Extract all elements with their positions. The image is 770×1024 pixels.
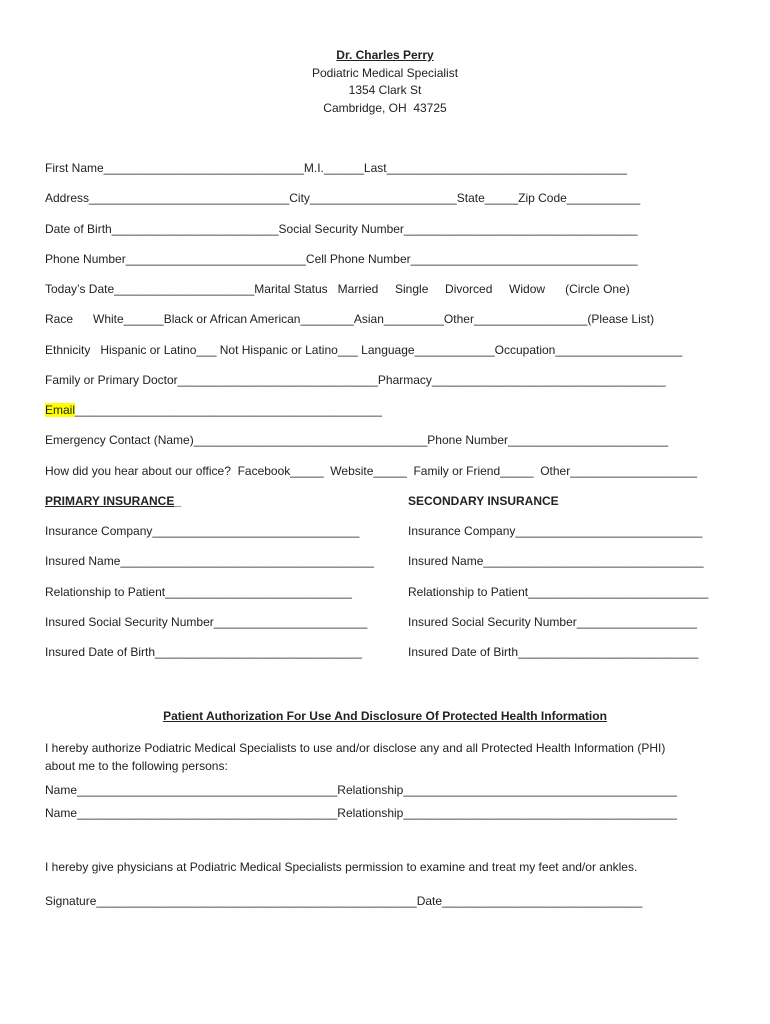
city-state-zip: Cambridge, OH 43725: [323, 101, 447, 115]
email-blank[interactable]: ______________________________________________: [75, 403, 383, 417]
street-address: 1354 Clark St: [348, 83, 422, 97]
secondary-insured-name-field[interactable]: Insured Name_________________________________: [408, 554, 704, 568]
referral-source-field-line[interactable]: How did you hear about our office? Facebook_____ Website_____ Family or Friend_____ Other___________________: [45, 464, 698, 478]
primary-insurance-heading: PRIMARY INSURANCE_: [45, 494, 182, 508]
primary-insured-ssn-field[interactable]: Insured Social Security Number_______________________: [45, 615, 368, 629]
name-field-line[interactable]: First Name______________________________M.I.______Last____________________________________: [45, 161, 627, 175]
treatment-consent-text: I hereby give physicians at Podiatric Medical Specialists permission to examine and treat my feet and/or ankles.: [45, 860, 638, 874]
secondary-insurance-company-field[interactable]: Insurance Company____________________________: [408, 524, 703, 538]
race-field-line[interactable]: Race White______Black or African American________Asian_________Other_________________(Please List): [45, 312, 655, 326]
phone-field-line[interactable]: Phone Number___________________________Cell Phone Number__________________________________: [45, 252, 638, 266]
doctor-name: Dr. Charles Perry: [336, 48, 434, 62]
authorization-paragraph-line-2: about me to the following persons:: [45, 759, 228, 773]
dob-ssn-field-line[interactable]: Date of Birth_________________________Social Security Number___________________________________: [45, 222, 638, 236]
doctor-pharmacy-field-line[interactable]: Family or Primary Doctor______________________________Pharmacy___________________________________: [45, 373, 666, 387]
practice-name: Podiatric Medical Specialist: [311, 66, 459, 80]
primary-insurance-company-field[interactable]: Insurance Company_______________________________: [45, 524, 360, 538]
ethnicity-field-line[interactable]: Ethnicity Hispanic or Latino___ Not Hispanic or Latino___ Language____________Occupation___________________: [45, 343, 683, 357]
secondary-relationship-field[interactable]: Relationship to Patient___________________________: [408, 585, 709, 599]
email-field-line[interactable]: [45, 403, 382, 418]
secondary-insured-dob-field[interactable]: Insured Date of Birth___________________________: [408, 645, 699, 659]
authorization-title: Patient Authorization For Use And Disclosure Of Protected Health Information: [163, 709, 607, 723]
authorized-person-row-2[interactable]: Name_______________________________________Relationship_________________________________________: [45, 806, 677, 820]
emergency-contact-field-line[interactable]: Emergency Contact (Name)___________________________________Phone Number________________________: [45, 433, 669, 447]
address-field-line[interactable]: Address______________________________City______________________State_____Zip Code___________: [45, 191, 641, 205]
signature-date-line[interactable]: Signature________________________________________________Date______________________________: [45, 894, 643, 908]
date-marital-field-line[interactable]: Today’s Date_____________________Marital Status Married Single Divorced Widow (Circle One): [45, 282, 630, 296]
primary-insured-name-field[interactable]: Insured Name______________________________________: [45, 554, 374, 568]
primary-insured-dob-field[interactable]: Insured Date of Birth_______________________________: [45, 645, 362, 659]
primary-relationship-field[interactable]: Relationship to Patient____________________________: [45, 585, 352, 599]
authorized-person-row-1[interactable]: Name_______________________________________Relationship_________________________________________: [45, 783, 677, 797]
email-label: Email: [45, 403, 76, 417]
authorization-paragraph-line-1: I hereby authorize Podiatric Medical Specialists to use and/or disclose any and all Protected Health Information (PHI): [45, 741, 666, 755]
secondary-insured-ssn-field[interactable]: Insured Social Security Number__________________: [408, 615, 697, 629]
secondary-insurance-heading: SECONDARY INSURANCE: [408, 494, 559, 508]
